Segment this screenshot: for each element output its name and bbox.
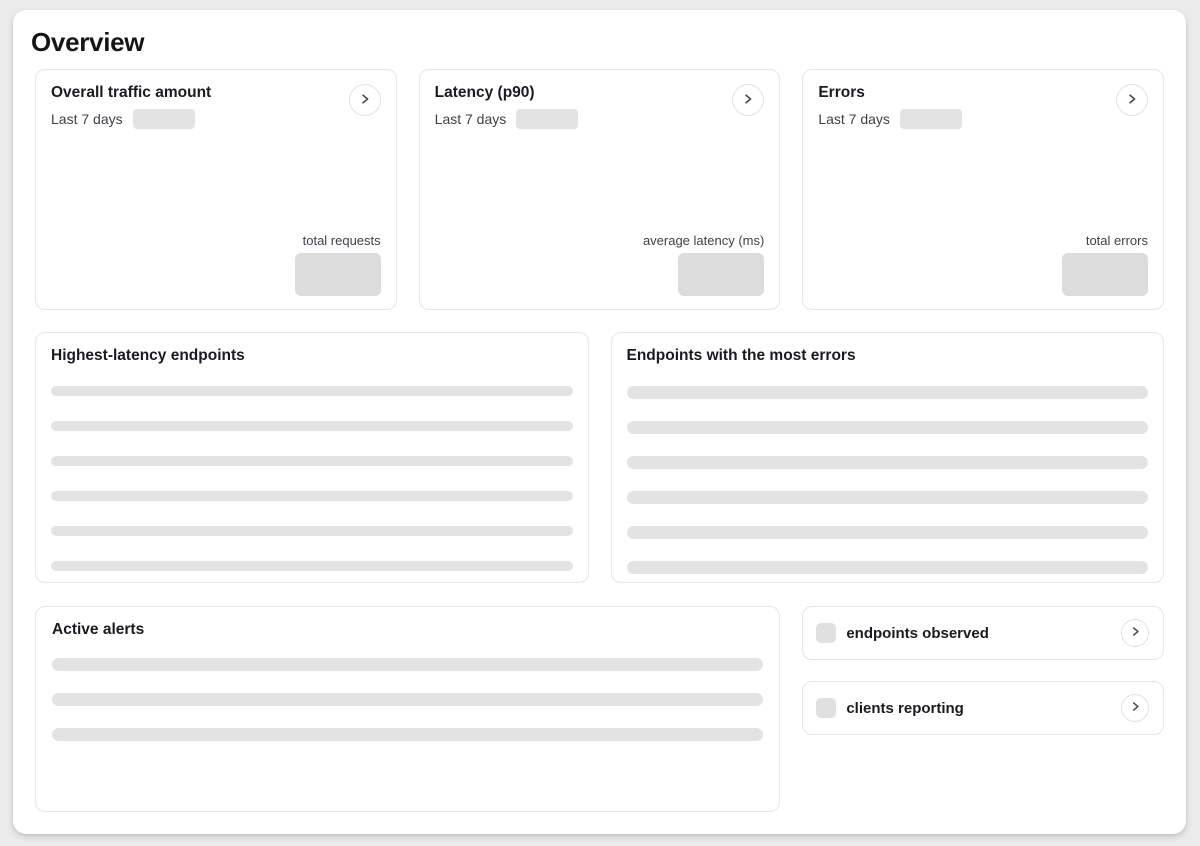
date-range-skeleton	[133, 109, 195, 129]
overall-traffic-detail-button[interactable]	[349, 84, 381, 116]
skeleton-row	[627, 421, 1149, 434]
card-metric	[435, 233, 765, 296]
stats-row	[35, 69, 1164, 310]
skeleton-row	[52, 693, 763, 706]
summary-column	[802, 606, 1164, 735]
date-range-skeleton	[516, 109, 578, 129]
chevron-right-icon	[358, 92, 372, 109]
errors-detail-button[interactable]	[1116, 84, 1148, 116]
metric-label: total errors	[1085, 233, 1148, 248]
clients-reporting-detail-button[interactable]	[1121, 694, 1149, 722]
skeleton-row	[51, 491, 573, 501]
card-metric	[818, 233, 1148, 296]
metric-label: total requests	[302, 233, 381, 248]
card-endpoints-observed[interactable]	[802, 606, 1164, 660]
skeleton-row	[51, 386, 573, 396]
metric-label: average latency (ms)	[642, 233, 765, 248]
card-header	[435, 84, 765, 129]
skeleton-row	[51, 561, 573, 571]
card-latency	[419, 69, 781, 310]
card-header-text	[51, 84, 211, 129]
card-header-text	[818, 84, 962, 129]
skeleton-row	[51, 421, 573, 431]
skeleton-row	[52, 658, 763, 671]
card-subtitle-row	[818, 109, 962, 129]
skeleton-row	[51, 456, 573, 466]
card-title: Overall traffic amount	[51, 84, 212, 101]
lists-row	[35, 332, 1164, 583]
bottom-row	[35, 606, 1164, 812]
chevron-right-icon	[1129, 625, 1142, 641]
endpoints-observed-detail-button[interactable]	[1121, 619, 1149, 647]
card-subtitle: Last 7 days	[818, 111, 890, 127]
card-subtitle: Last 7 days	[51, 111, 123, 127]
skeleton-row	[627, 526, 1149, 539]
card-subtitle-row	[51, 109, 211, 129]
metric-value-skeleton	[678, 253, 764, 296]
skeleton-row	[627, 386, 1149, 399]
card-subtitle-row	[435, 109, 579, 129]
card-clients-reporting[interactable]	[802, 681, 1164, 735]
skeleton-row	[51, 526, 573, 536]
chevron-right-icon	[1129, 700, 1142, 716]
card-title: Errors	[818, 84, 865, 101]
card-subtitle: Last 7 days	[434, 111, 507, 127]
metric-value-skeleton	[1062, 253, 1148, 296]
skeleton-list	[627, 386, 1149, 574]
summary-label: clients reporting	[846, 699, 964, 717]
skeleton-row	[627, 491, 1149, 504]
summary-label: endpoints observed	[846, 624, 989, 642]
skeleton-row	[627, 561, 1149, 574]
card-errors	[802, 69, 1164, 310]
date-range-skeleton	[900, 109, 962, 129]
metric-value-skeleton	[295, 253, 381, 296]
skeleton-list	[52, 658, 763, 741]
skeleton-list	[51, 386, 573, 571]
latency-detail-button[interactable]	[732, 84, 764, 116]
page-title: Overview	[31, 27, 145, 57]
card-header-text	[435, 84, 579, 129]
skeleton-row	[52, 728, 763, 741]
overview-panel	[13, 10, 1186, 834]
card-overall-traffic	[35, 69, 397, 310]
chevron-right-icon	[741, 92, 755, 109]
card-metric	[51, 233, 381, 296]
chevron-right-icon	[1125, 92, 1139, 109]
card-endpoints-most-errors	[611, 332, 1165, 583]
count-skeleton	[816, 698, 836, 718]
count-skeleton	[816, 623, 836, 643]
card-title: Latency (p90)	[434, 84, 535, 101]
skeleton-row	[627, 456, 1149, 469]
card-title: Active alerts	[52, 621, 145, 638]
card-header	[818, 84, 1148, 129]
card-header	[51, 84, 381, 129]
card-title: Endpoints with the most errors	[626, 347, 856, 364]
card-title: Highest-latency endpoints	[51, 347, 245, 364]
card-highest-latency-endpoints	[35, 332, 589, 583]
card-active-alerts	[35, 606, 780, 812]
